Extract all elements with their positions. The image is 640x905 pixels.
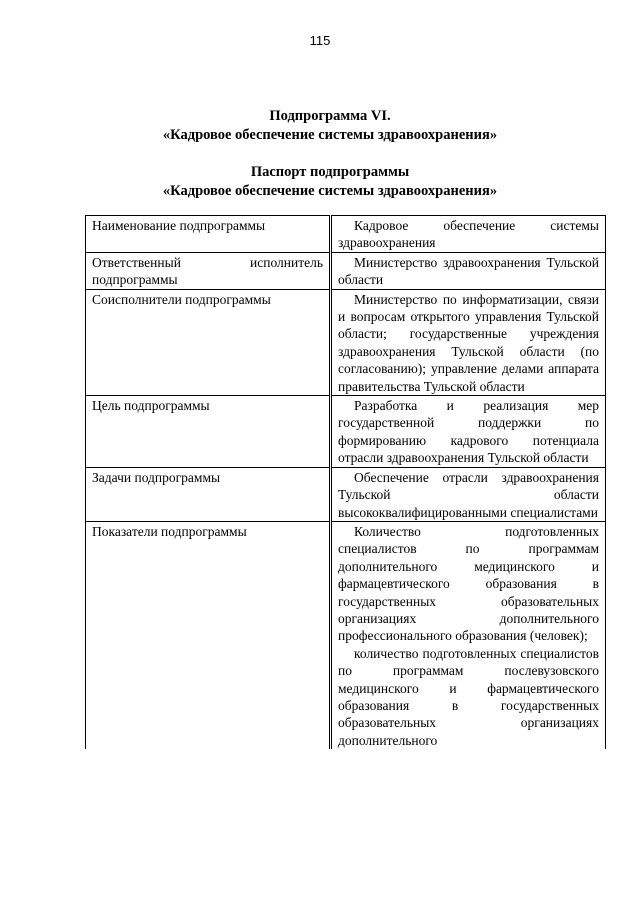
row-value-name	[331, 216, 606, 253]
passport-table	[85, 215, 606, 749]
table-row	[86, 467, 606, 521]
table-row	[86, 521, 606, 749]
row-label-coexecutors: Соисполнители подпрограммы	[86, 289, 331, 395]
row-value-goal	[331, 396, 606, 468]
row-value-text: Министерство по информатизации, связи и вопросам открытого управления Тульской области; государственные учреждения здравоохранения Тульской области (по согласованию); управление делами аппарата правительства Тульской области	[338, 291, 599, 394]
table-row	[86, 252, 606, 289]
row-label-goal: Цель подпрограммы	[86, 396, 331, 468]
row-value-text: Обеспечение отрасли здравоохранения Тульской области высококвалифицированными специалистами	[338, 469, 599, 520]
row-value-coexecutors	[331, 289, 606, 395]
table-row	[86, 396, 606, 468]
row-label-indicators: Показатели подпрограммы	[86, 521, 331, 749]
subprogram-title	[60, 107, 600, 145]
row-value-tasks	[331, 467, 606, 521]
row-value-text: Разработка и реализация мер государственной поддержки по формированию кадрового потенциала отрасли здравоохранения Тульской области	[338, 398, 599, 466]
row-label-tasks: Задачи подпрограммы	[86, 467, 331, 521]
passport-title-line2: «Кадровое обеспечение системы здравоохранения»	[162, 183, 498, 199]
page-number: 115	[309, 33, 331, 48]
row-value-text: Кадровое обеспечение системы здравоохранения	[338, 218, 599, 251]
row-value-text: Количество подготовленных специалистов по программам дополнительного медицинского и фармацевтического образования в государственных образовательных организациях дополнительного профессионального образования (человек);	[338, 523, 599, 644]
row-label-name: Наименование подпрограммы	[86, 216, 331, 253]
row-value-text: Министерство здравоохранения Тульской области	[338, 254, 599, 288]
row-value-indicators	[331, 521, 606, 749]
table-row	[86, 289, 606, 395]
passport-title	[60, 163, 600, 201]
row-value-executor	[331, 252, 606, 289]
subprogram-title-line1: Подпрограмма VI.	[269, 108, 391, 124]
subprogram-title-line2: «Кадровое обеспечение системы здравоохранения»	[162, 127, 498, 143]
row-value-text: количество подготовленных специалистов по программам послевузовского медицинского и фармацевтического образования в государственных образовательных организациях дополнительного	[338, 645, 599, 748]
row-label-executor: Ответственный исполнитель подпрограммы	[86, 252, 331, 289]
passport-title-line1: Паспорт подпрограммы	[250, 164, 410, 180]
table-row	[86, 216, 606, 253]
